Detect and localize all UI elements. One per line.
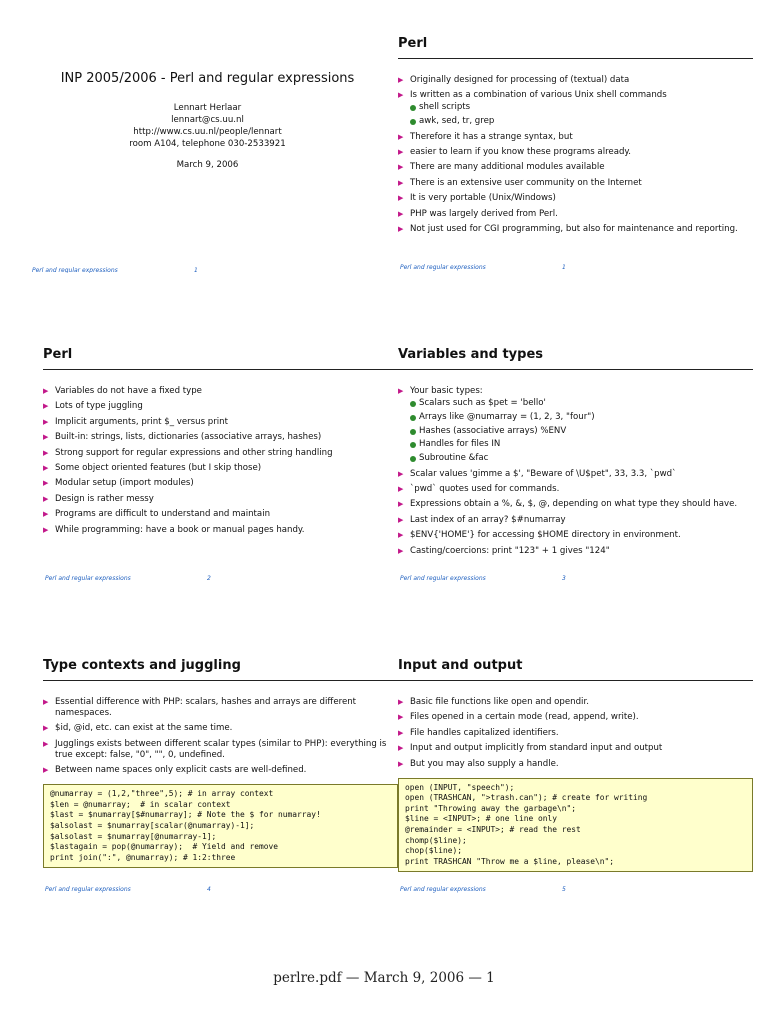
bullet-text: Expressions obtain a %, &, $, @, depending on what type they should have. [410,499,738,510]
bullet-text: It is very portable (Unix/Windows) [410,193,556,204]
slide-footer [400,264,753,271]
bullet-text: $ENV{'HOME'} for accessing $HOME directory in environment. [410,530,681,541]
author-url: http://www.cs.uu.nl/people/lennart [133,127,282,137]
bullet-item [398,515,753,526]
bullet-item [398,743,753,754]
bullet-text: PHP was largely derived from Perl. [410,208,558,219]
bullet-text: Therefore it has a strange syntax, but [410,131,573,142]
slide-footer [400,575,753,582]
bullet-text: Originally designed for processing of (textual) data [410,75,630,85]
sub-list [410,398,753,464]
slide-heading: Input and output [398,658,523,673]
footer-text: Perl and regular expressions [400,264,486,271]
slide-perl-1 [398,36,753,306]
bullet-text: Modular setup (import modules) [55,478,194,489]
slide-heading: Variables and types [398,347,544,362]
slide-title [30,3,385,273]
bullet-item [398,209,753,220]
heading-rule [398,58,753,59]
bullet-item [398,697,753,708]
bullet-text: Built-in: strings, lists, dictionaries (associative arrays, hashes) [55,432,322,443]
bullet-item [43,432,398,443]
bullet-text: There is an extensive user community on the Internet [410,177,642,188]
footer-page-number: 3 [562,575,566,582]
footer-page-number: 1 [194,267,198,273]
presentation-date: March 9, 2006 [176,160,239,170]
bullet-item [398,178,753,189]
bullet-item [43,739,398,761]
heading-rule [398,369,753,370]
bullet-item [398,132,753,143]
bullet-text: Is written as a combination of various Unix shell commands [410,90,667,101]
footer-page-number: 2 [207,575,211,582]
bullet-item [398,224,753,235]
footer-page-number: 4 [207,886,211,893]
bullet-text: Lots of type juggling [55,401,143,412]
slide-input-output [398,658,753,928]
bullet-text: File handles capitalized identifiers. [410,727,559,738]
slide-perl-2 [43,347,398,617]
bullet-item [43,525,398,536]
footer-text: Perl and regular expressions [45,886,131,893]
bullet-text: Programs are difficult to understand and maintain [55,509,271,520]
bullet-text: `pwd` quotes used for commands. [410,483,560,494]
bullet-item [43,478,398,489]
bullet-text: Implicit arguments, print $_ versus print [55,416,228,427]
slide-type-contexts [43,658,398,928]
bullet-text: Input and output implicitly from standard input and output [410,743,663,754]
bullet-item [398,75,753,86]
bullet-text: Casting/coercions: print "123" + 1 gives "124" [410,545,610,556]
bullet-item [398,193,753,204]
bullet-item [398,499,753,510]
sub-item: Arrays like @numarray = (1, 2, 3, "four") [410,412,753,423]
slide-footer [45,575,398,582]
bullet-item [43,401,398,412]
bullet-item [398,90,753,127]
bullet-text: Not just used for CGI programming, but also for maintenance and reporting. [410,223,738,234]
sub-item: awk, sed, tr, grep [410,116,753,127]
bullet-text: Essential difference with PHP: scalars, hashes and arrays are different namespaces. [55,697,357,718]
footer-text: Perl and regular expressions [400,575,486,582]
bullet-text: Strong support for regular expressions and other string handling [55,447,333,458]
heading-rule [43,680,398,681]
bullet-item [398,530,753,541]
footer-page-number: 1 [562,264,566,271]
bullet-item [398,759,753,770]
bullet-list [43,386,398,536]
bullet-item [43,697,398,719]
bullet-item [398,712,753,723]
heading-rule [43,369,398,370]
bullet-text: Variables do not have a fixed type [55,386,202,396]
bullet-text: Files opened in a certain mode (read, append, write). [410,712,639,723]
bullet-item [398,162,753,173]
slide-footer [45,886,398,893]
sub-item: Subroutine &fac [410,453,753,464]
document-page-footer: perlre.pdf — March 9, 2006 — 1 [273,970,495,986]
bullet-text: Last index of an array? $#numarray [410,514,566,525]
sub-item: Handles for files IN [410,439,753,450]
bullet-item [398,147,753,158]
bullet-item [398,386,753,464]
bullet-item [398,546,753,557]
bullet-text: $id, @id, etc. can exist at the same time. [55,723,233,734]
bullet-item [398,469,753,480]
footer-text: Perl and regular expressions [400,886,486,893]
slide-heading: Perl [43,347,73,362]
bullet-item [43,386,398,397]
bullet-item [43,494,398,505]
sub-item: shell scripts [410,102,753,113]
bullet-item [43,448,398,459]
slide-footer [400,886,753,893]
bullet-item [43,417,398,428]
bullet-list [43,697,398,776]
code-block: @numarray = (1,2,"three",5); # in array context $len = @numarray; # in scalar context $last = $numarray[$#numarray]; # Note the $ for numarray! $alsolast = $numarray[scalar(@numarray)-1]; $alsolast = $numarray[@numarray-1]; $lastagain = pop(@numarray); # Yield and remove print join(":", @numarray); # 1:2:three [43,784,398,868]
bullet-text: Basic file functions like open and opendir. [410,697,589,707]
slide-variables-types [398,347,753,617]
footer-text: Perl and regular expressions [45,575,131,582]
footer-text: Perl and regular expressions [32,267,118,273]
bullet-text: Scalar values 'gimme a $', "Beware of \U$pet", 33, 3.3, `pwd` [410,468,677,479]
bullet-list [398,75,753,235]
code-block: open (INPUT, "speech"); open (TRASHCAN, ">trash.can"); # create for writing print "Throwing away the garbage\n"; $line = <INPUT>; # one line only @remainder = <INPUT>; # read the rest chomp($line); chop($line); print TRASHCAN "Throw me a $line, please\n"; [398,778,753,873]
bullet-text: Your basic types: [410,386,483,396]
bullet-text: But you may also supply a handle. [410,758,559,769]
author-name: Lennart Herlaar [173,103,242,113]
bullet-text: Design is rather messy [55,493,154,504]
footer-page-number: 5 [562,886,566,893]
bullet-text: There are many additional modules available [410,162,605,173]
bullet-list [398,386,753,557]
bullet-list [398,697,753,770]
presentation-title: INP 2005/2006 - Perl and regular expressions [60,71,355,86]
bullet-item [43,509,398,520]
author-room: room A104, telephone 030-2533921 [129,139,286,149]
bullet-item [43,723,398,734]
slide-footer [32,267,385,273]
sub-item: Hashes (associative arrays) %ENV [410,426,753,437]
slide-heading: Perl [398,36,428,51]
author-email: lennart@cs.uu.nl [171,115,244,125]
bullet-item [43,765,398,776]
sub-item: Scalars such as $pet = 'bello' [410,398,753,409]
heading-rule [398,680,753,681]
slide-heading: Type contexts and juggling [43,658,241,673]
bullet-text: While programming: have a book or manual pages handy. [55,524,305,535]
sub-list [410,102,753,127]
bullet-item [398,484,753,495]
bullet-item [398,728,753,739]
bullet-text: Some object oriented features (but I skip those) [55,462,262,473]
bullet-item [43,463,398,474]
title-page [30,3,385,273]
bullet-text: Jugglings exists between different scalar types (similar to PHP): everything is true except: false, "0", "", 0, undefined. [55,738,387,760]
bullet-text: Between name spaces only explicit casts are well-defined. [55,765,307,776]
bullet-text: easier to learn if you know these programs already. [410,146,632,157]
